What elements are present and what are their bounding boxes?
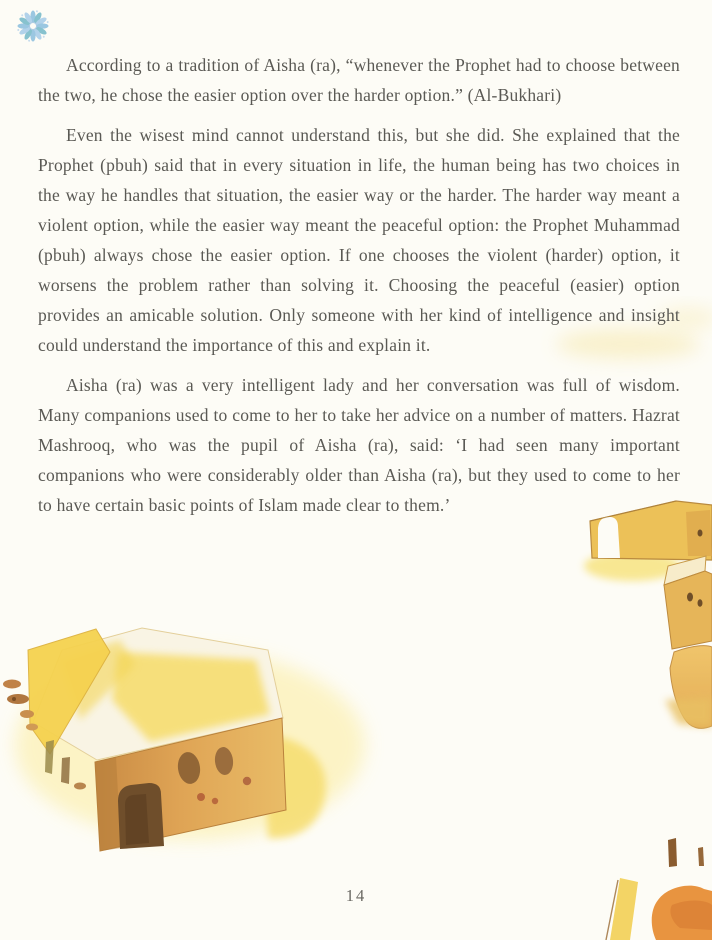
body-text xyxy=(38,50,680,530)
publisher-rosette-icon xyxy=(16,9,50,43)
right-edge-illustration xyxy=(584,501,712,940)
paragraph-1: According to a tradition of Aisha (ra), “whenever the Prophet had to choose between the two, he chose the easier option over the harder option.” (Al-Bukhari) xyxy=(38,55,680,105)
page-number: 14 xyxy=(345,886,367,905)
paragraph-3: Aisha (ra) was a very intelligent lady and her conversation was full of wisdom. Many companions used to come to her to take her advice on a number of matters. Hazrat Mashrooq, who was the pupil of Aisha (ra), said: ‘I had seen many important companions who were considerably older than Aisha (ra), but they used to come to her to have certain basic points of Islam made clear to them.’ xyxy=(38,375,680,515)
paragraph-2: Even the wisest mind cannot understand this, but she did. She explained that the Prophet (pbuh) said that in every situation in life, the human being has two choices in the way he handles that situation, the easier way or the harder. The harder way meant a violent option, while the easier way meant the peaceful option: the Prophet Muhammad (pbuh) always chose the easier option. If one chooses the violent (harder) option, it worsens the problem rather than solving it. Choosing the peaceful (easier) option provides an amicable solution. Only someone with her kind of intelligence and insight could understand the importance of this and explain it. xyxy=(38,125,680,355)
house-illustration xyxy=(3,628,365,851)
